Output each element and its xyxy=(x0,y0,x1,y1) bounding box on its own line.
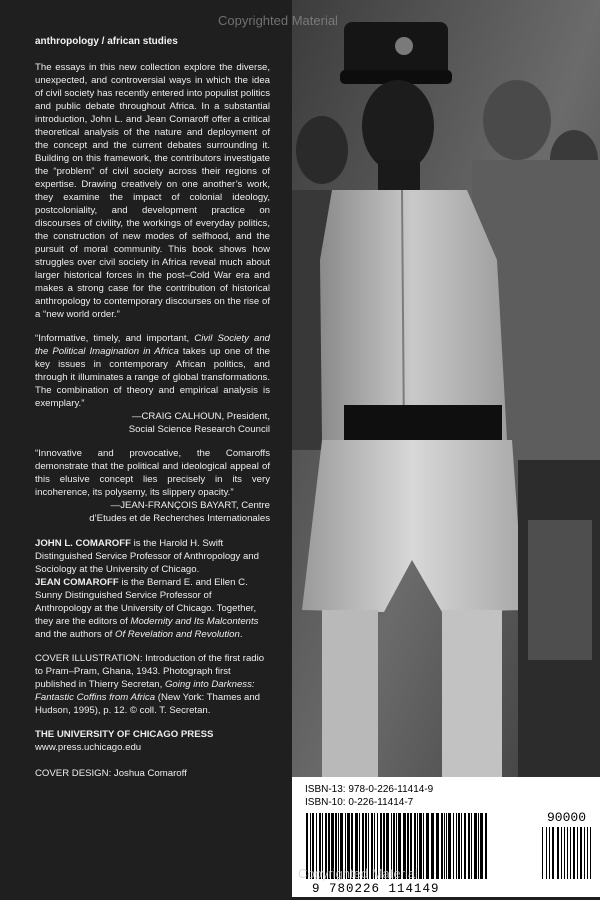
isbn-13: ISBN-13: 978-0-226-11414-9 xyxy=(305,784,434,795)
publisher-url: www.press.uchicago.edu xyxy=(35,742,142,753)
copyright-watermark-bottom: Copyrighted Material xyxy=(298,866,418,881)
barcode-bar xyxy=(577,827,578,879)
photograph-image xyxy=(292,0,600,900)
barcode-bar xyxy=(478,813,479,879)
quote-attribution: —CRAIG CALHOUN, President, xyxy=(131,411,270,422)
barcode-bar xyxy=(419,813,422,879)
barcode-bar xyxy=(423,813,424,879)
barcode-bar xyxy=(441,813,443,879)
barcode-bar xyxy=(584,827,585,879)
author-bio-text: . xyxy=(239,629,243,640)
author-bio-text: and the authors of xyxy=(35,629,116,640)
barcode-bar xyxy=(552,827,554,879)
barcode-bar xyxy=(480,813,483,879)
endorsement-quote-1 xyxy=(35,332,270,436)
author-name: JOHN L. COMAROFF xyxy=(35,538,131,549)
barcode-bar xyxy=(564,827,565,879)
quote-attribution: —JEAN-FRANÇOIS BAYART, Centre xyxy=(110,500,270,511)
subject-category: anthropology / african studies xyxy=(35,36,178,47)
credit-text: (New York: Thames and Hudson, 1995), p. 12. © coll. T. Secretan. xyxy=(35,692,261,716)
author-name: JEAN COMAROFF xyxy=(35,577,119,588)
barcode-bar xyxy=(448,813,451,879)
copyright-watermark-top: Copyrighted Material xyxy=(218,13,338,28)
author-bio-text: is the Bernard E. and Ellen C. Sunny Distinguished Service Professor of Anthropology at the University of Chicago. Together, they are the editors of xyxy=(35,577,257,627)
barcode-bar xyxy=(557,827,559,879)
author-bio-1 xyxy=(35,537,270,576)
barcode-bar xyxy=(444,813,445,879)
barcode-bar xyxy=(567,827,568,879)
barcode-bar xyxy=(471,813,472,879)
barcode-bar xyxy=(587,827,588,879)
barcode-bar xyxy=(546,827,547,879)
barcode-bar xyxy=(570,827,571,879)
quote-text: “Informative, timely, and important, xyxy=(35,333,195,344)
barcode-bar xyxy=(464,813,466,879)
barcode-bar xyxy=(580,827,582,879)
barcode-bar xyxy=(453,813,454,879)
barcode-bar xyxy=(549,827,550,879)
barcode-bar xyxy=(456,813,457,879)
barcode-bar xyxy=(436,813,439,879)
barcode-bar xyxy=(474,813,477,879)
barcode-bar xyxy=(426,813,429,879)
barcode-bar xyxy=(458,813,460,879)
book-title: Of Revelation and Revolution xyxy=(115,629,240,640)
endorsement-quote-2 xyxy=(35,447,270,525)
credit-text: COVER ILLUSTRATION: Introduction of the first radio to Pram–Pram, Ghana, 1943. Photograph first published in Thierry Secretan, xyxy=(35,653,265,690)
quote-attribution-affiliation: d’Etudes et de Recherches Internationales xyxy=(89,513,270,524)
barcode-bar xyxy=(542,827,543,879)
cover-illustration-credit xyxy=(35,652,270,717)
text-panel xyxy=(0,0,292,900)
barcode-bar xyxy=(431,813,434,879)
author-bio-text: is the Harold H. Swift Distinguished Service Professor of Anthropology and Sociology at the University of Chicago. xyxy=(35,538,259,575)
cover-design-credit: COVER DESIGN: Joshua Comaroff xyxy=(35,768,187,779)
barcode-bar xyxy=(485,813,487,879)
quote-text: “Innovative and provocative, the Comaroffs demonstrate that the political and ideological appeal of this elusive concept lies precisely in its very incoherence, its polysemy, its slippery opacity.” xyxy=(35,448,270,498)
book-description: The essays in this new collection explore the diverse, unexpected, and controversial ways in which the idea of civil society has recently entered into populist politics and public debate throughout Africa. In a substantial introduction, John L. and Jean Comaroff offer a critical theoretical analysis of the nature and deployment of the concept and the current debates surrounding it. Building on this framework, the contributors investigate the “problem” of civil society across their regions of expertise. Drawing creatively on one another’s work, they examine the impact of colonial ideology, postcoloniality, and development practice on discourses of civility, the workings of everyday politics, the construction of new modes of selfhood, and the pursuit of moral community. This book shows how struggles over civil society in Africa reveal much about larger historical forces in the post–Cold War era and makes a strong case for the contribution of historical anthropology to contemporary discourses on the rise of a “new world order.” xyxy=(35,62,270,320)
barcode-bar xyxy=(573,827,575,879)
quote-book-title: Civil Society and the Political Imagination in Africa xyxy=(35,333,270,357)
isbn-10: ISBN-10: 0-226-11414-7 xyxy=(305,797,414,808)
barcode-bar xyxy=(446,813,447,879)
barcode-bar xyxy=(561,827,562,879)
barcode-bar xyxy=(461,813,462,879)
barcode-digits: 9 780226 114149 xyxy=(312,882,440,896)
credit-book-title: Going into Darkness: Fantastic Coffins from Africa xyxy=(35,679,255,703)
book-title: Modernity and Its Malcontents xyxy=(130,616,259,627)
cover-photograph xyxy=(292,0,600,900)
publisher-name: THE UNIVERSITY OF CHICAGO PRESS xyxy=(35,729,214,740)
quote-text: takes up one of the key issues in contemporary African politics, and through it illuminates a range of global transformations. The combination of theory and empirical analysis is exemplary.” xyxy=(35,346,270,409)
barcode-bar xyxy=(590,827,591,879)
price-code: 90000 xyxy=(547,810,587,825)
barcode-bars-price xyxy=(542,827,591,879)
author-bios xyxy=(35,537,270,641)
author-bio-2 xyxy=(35,576,270,641)
barcode-bar xyxy=(468,813,470,879)
quote-attribution-affiliation: Social Science Research Council xyxy=(128,424,270,435)
